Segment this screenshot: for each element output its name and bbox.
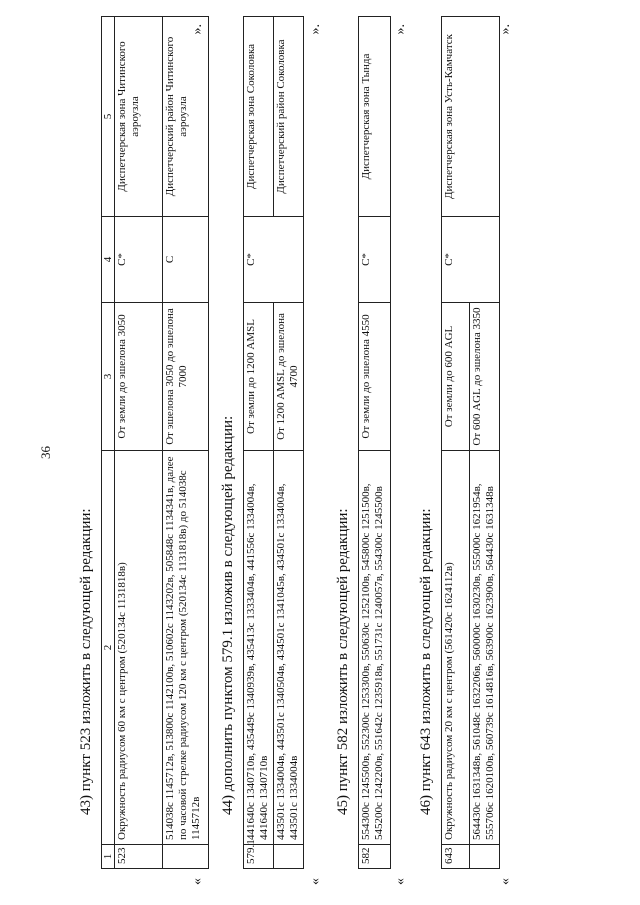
boundary-description: 441640с 1340710в, 435449с 1340939в, 435413с 1333404в, 441556с 1334004в, 441640с 1340710в bbox=[244, 451, 274, 845]
quote-open: « bbox=[308, 878, 323, 885]
quote-close: ». bbox=[190, 24, 205, 35]
unit-name: Диспетчерский район Читинского аэроузла bbox=[163, 17, 209, 217]
section-heading: 44) дополнить пунктом 579.1 изложив в следующей редакции: bbox=[220, 415, 236, 815]
point-number: 579.1 bbox=[244, 845, 274, 869]
vertical-limits: От земли до 1200 AMSL bbox=[244, 303, 274, 451]
table-row bbox=[163, 17, 209, 869]
point-number: 582 bbox=[359, 845, 391, 869]
section-43 bbox=[78, 20, 209, 885]
quote-open: « bbox=[393, 878, 408, 885]
point-number bbox=[163, 845, 209, 869]
vertical-limits: От земли до эшелона 3050 bbox=[115, 303, 163, 451]
boundary-description: 554300с 1245500в, 552300с 1253300в, 550630с 1252100в, 545800с 1251500в, 545200с 1242200в, 551642с 1235918в, 551731с 1240057в, 554300с 1245500в bbox=[359, 451, 391, 845]
section-45 bbox=[335, 20, 408, 885]
boundary-description: 514038с 1145712в, 513800с 1142100в, 510602с 1143202в, 505848с 1134341в, далее по часовой стрелке радиусом 120 км с центром (520134с 1131818в) до 514038с 1145712в bbox=[163, 451, 209, 845]
unit-name: Диспетчерская зона Соколовка bbox=[244, 17, 274, 217]
section-heading: 46) пункт 643 изложить в следующей редакции: bbox=[418, 508, 434, 815]
airspace-table bbox=[243, 16, 304, 869]
table-row bbox=[274, 17, 304, 869]
unit-name: Диспетчерская зона Читинского аэроузла bbox=[115, 17, 163, 217]
page-number: 36 bbox=[38, 446, 53, 459]
vertical-limits: От 1200 AMSL до эшелона 4700 bbox=[274, 303, 304, 451]
unit-name: Диспетчерская зона Усть-Камчатск bbox=[442, 17, 500, 217]
airspace-table bbox=[101, 16, 209, 869]
unit-name: Диспетчерский район Соколовка bbox=[274, 17, 304, 217]
table-header-row bbox=[102, 17, 115, 869]
boundary-description: 443501с 1334004в, 443501с 1340504в, 434501с 1341045в, 434501с 1334004в, 443501с 1334004в bbox=[274, 451, 304, 845]
header-cell: 4 bbox=[102, 217, 115, 303]
header-cell: 1 bbox=[102, 845, 115, 869]
airspace-class: С* bbox=[359, 217, 391, 303]
airspace-class: С* bbox=[442, 217, 500, 303]
airspace-class: С* bbox=[244, 217, 304, 303]
point-number: 643 bbox=[442, 845, 470, 869]
quote-open: « bbox=[498, 878, 513, 885]
table-row bbox=[359, 17, 391, 869]
vertical-limits: От земли до эшелона 4550 bbox=[359, 303, 391, 451]
quote-close: ». bbox=[393, 24, 408, 35]
boundary-description: Окружность радиусом 60 км с центром (520134с 1131818в) bbox=[115, 451, 163, 845]
header-cell: 2 bbox=[102, 451, 115, 845]
table-row bbox=[442, 17, 470, 869]
table-row bbox=[115, 17, 163, 869]
boundary-description: Окружность радиусом 20 км с центром (561420с 1624112в) bbox=[442, 451, 470, 845]
point-number bbox=[274, 845, 304, 869]
vertical-limits: От 600 AGL до эшелона 3350 bbox=[470, 303, 500, 451]
airspace-class: С bbox=[163, 217, 209, 303]
table-row bbox=[244, 17, 274, 869]
vertical-limits: От эшелона 3050 до эшелона 7000 bbox=[163, 303, 209, 451]
section-44 bbox=[220, 20, 323, 885]
section-heading: 43) пункт 523 изложить в следующей редакции: bbox=[78, 508, 94, 815]
header-cell: 5 bbox=[102, 17, 115, 217]
header-cell: 3 bbox=[102, 303, 115, 451]
point-number bbox=[470, 845, 500, 869]
section-heading: 45) пункт 582 изложить в следующей редакции: bbox=[335, 508, 351, 815]
airspace-table bbox=[358, 16, 391, 869]
vertical-limits: От земли до 600 AGL bbox=[442, 303, 470, 451]
airspace-class: С* bbox=[115, 217, 163, 303]
section-46 bbox=[418, 20, 513, 885]
point-number: 523 bbox=[115, 845, 163, 869]
quote-close: ». bbox=[308, 24, 323, 35]
boundary-description: 564430с 1631348в, 561048с 1632206в, 560000с 1630230в, 555000с 1621954в, 555706с 1620100в, 560739с 1614816в, 563900с 1623900в, 564430с 1631348в bbox=[470, 451, 500, 845]
unit-name: Диспетчерская зона Тында bbox=[359, 17, 391, 217]
quote-open: « bbox=[190, 878, 205, 885]
quote-close: ». bbox=[498, 24, 513, 35]
airspace-table bbox=[441, 16, 500, 869]
